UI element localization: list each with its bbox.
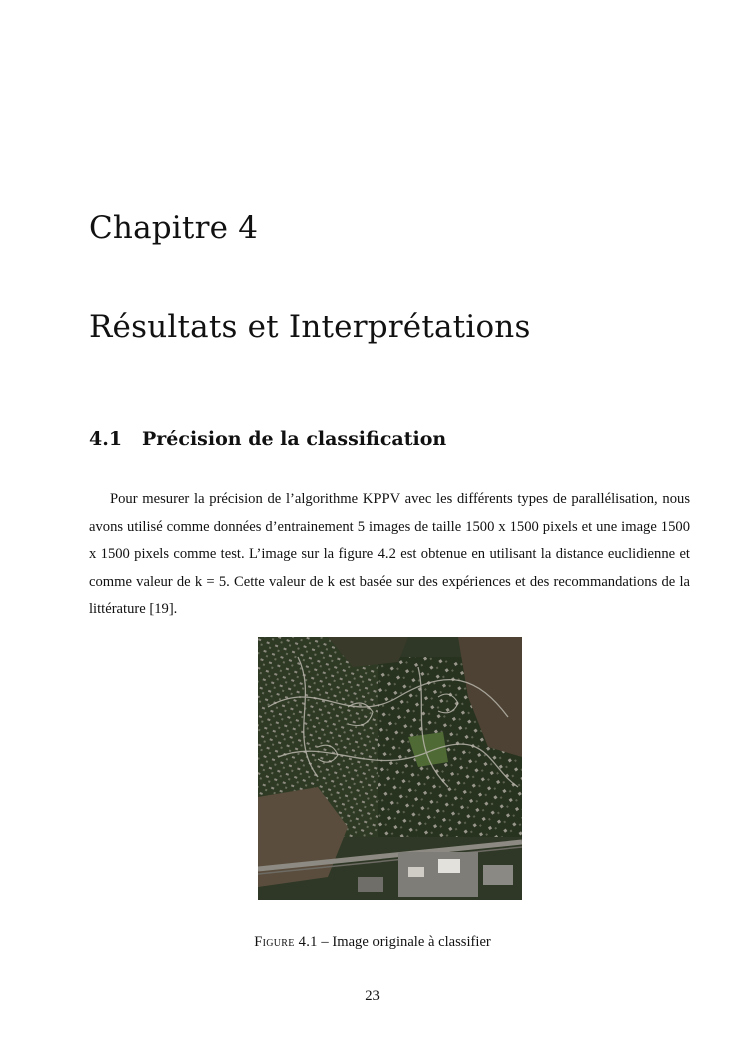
figure-label: Figure 4.1 [254, 934, 318, 950]
chapter-title: Résultats et Interprétations [89, 309, 531, 345]
figure-caption [0, 932, 745, 952]
section-title: Précision de la classification [142, 428, 447, 450]
body-paragraph: Pour mesurer la précision de l’algorithme KPPV avec les différents types de parallélisation, nous avons utilisé comme données d’entrainement 5 images de taille 1500 x 1500 pixels et une image 1500 x 1500 pixels comme test. L’image sur la figure 4.2 est obtenue en utilisant la distance euclidienne et comme valeur de k = 5. Cette valeur de k est basée sur des expériences et des recommandations de la littérature [19]. [89, 491, 690, 617]
section-number: 4.1 [89, 428, 123, 450]
page-number: 23 [365, 988, 380, 1004]
caption-text: Image originale à classifier [332, 934, 491, 950]
aerial-building-3 [483, 865, 513, 885]
section-heading [89, 426, 446, 452]
aerial-building-2 [408, 867, 424, 877]
aerial-building-1 [438, 859, 460, 873]
aerial-building-4 [358, 877, 383, 892]
caption-separator: – [317, 934, 333, 950]
aerial-photo-figure [258, 637, 522, 900]
chapter-label: Chapitre 4 [89, 210, 259, 246]
